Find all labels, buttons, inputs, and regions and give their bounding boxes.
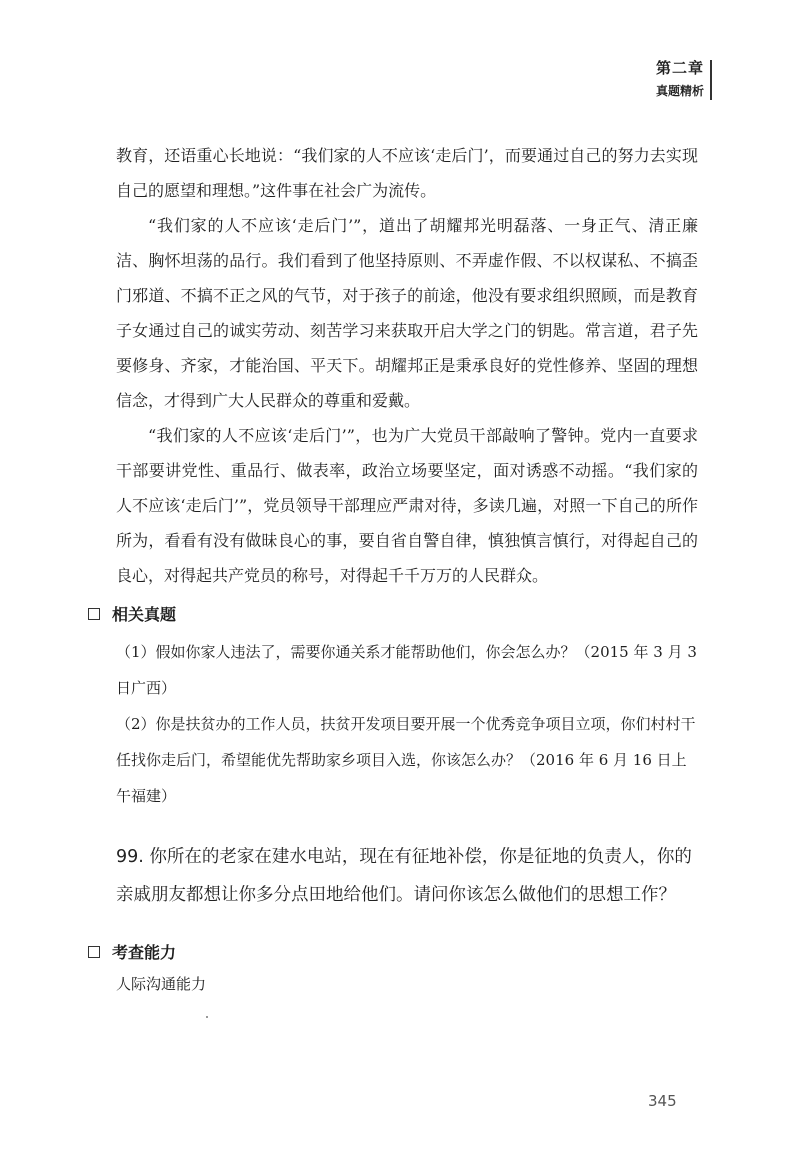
paragraph-1: 教育，还语重心长地说：“我们家的人不应该‘走后门’，而要通过自己的努力去实现自己的愿望和理想。”这件事在社会广为流传。 — [116, 146, 698, 200]
ability-text: 人际沟通能力 — [116, 975, 207, 993]
related-questions — [116, 634, 698, 814]
question-99: 99. 你所在的老家在建水电站，现在有征地补偿，你是征地的负责人，你的亲戚朋友都想让你多分点田地给他们。请问你该怎么做他们的思想工作？ — [116, 847, 692, 905]
running-header — [656, 58, 704, 100]
related-item-1: （1）假如你家人违法了，需要你通关系才能帮助他们，你会怎么办？（2015 年 3 月 3 日广西） — [116, 643, 697, 697]
body-text — [116, 138, 698, 593]
paragraph-2: “我们家的人不应该‘走后门’”，道出了胡耀邦光明磊落、一身正气、清正廉洁、胸怀坦荡的品行。我们看到了他坚持原则、不弄虚作假、不以权谋私、不搞歪门邪道、不搞不正之风的气节，对于孩子的前途，他没有要求组织照顾，而是教育子女通过自己的诚实劳动、刻苦学习来获取开启大学之门的钥匙。常言道，君子先要修身、齐家，才能治国、平天下。胡耀邦正是秉承良好的党性修养、坚固的理想信念，才得到广大人民群众的尊重和爱戴。 — [116, 216, 698, 410]
square-bullet-icon — [88, 608, 100, 620]
ability-heading-label: 考查能力 — [112, 943, 177, 962]
chapter-title: 第二章 — [655, 59, 704, 77]
square-bullet-icon — [88, 946, 100, 958]
speck — [206, 1016, 208, 1018]
paragraph-3: “我们家的人不应该‘走后门’”，也为广大党员干部敲响了警钟。党内一直要求干部要讲党性、重品行、做表率，政治立场要坚定，面对诱惑不动摇。“我们家的人不应该‘走后门’”，党员领导干部理应严肃对待，多读几遍，对照一下自己的所作所为，看看有没有做昧良心的事，要自省自警自律，慎独慎言慎行，对得起自己的良心，对得起共产党员的称号，对得起千千万万的人民群众。 — [116, 426, 698, 585]
section-subtitle: 真题精析 — [655, 84, 704, 98]
ability-heading — [88, 940, 176, 963]
page-number: 345 — [648, 1092, 677, 1110]
related-heading-label: 相关真题 — [112, 605, 177, 624]
related-questions-heading — [88, 602, 176, 625]
related-item-2: （2）你是扶贫办的工作人员，扶贫开发项目要开展一个优秀竞争项目立项，你们村村干任找你走后门，希望能优先帮助家乡项目入选，你该怎么办？（2016 年 6 月 16 日上午福建） — [116, 715, 696, 805]
header-rule — [710, 60, 712, 100]
